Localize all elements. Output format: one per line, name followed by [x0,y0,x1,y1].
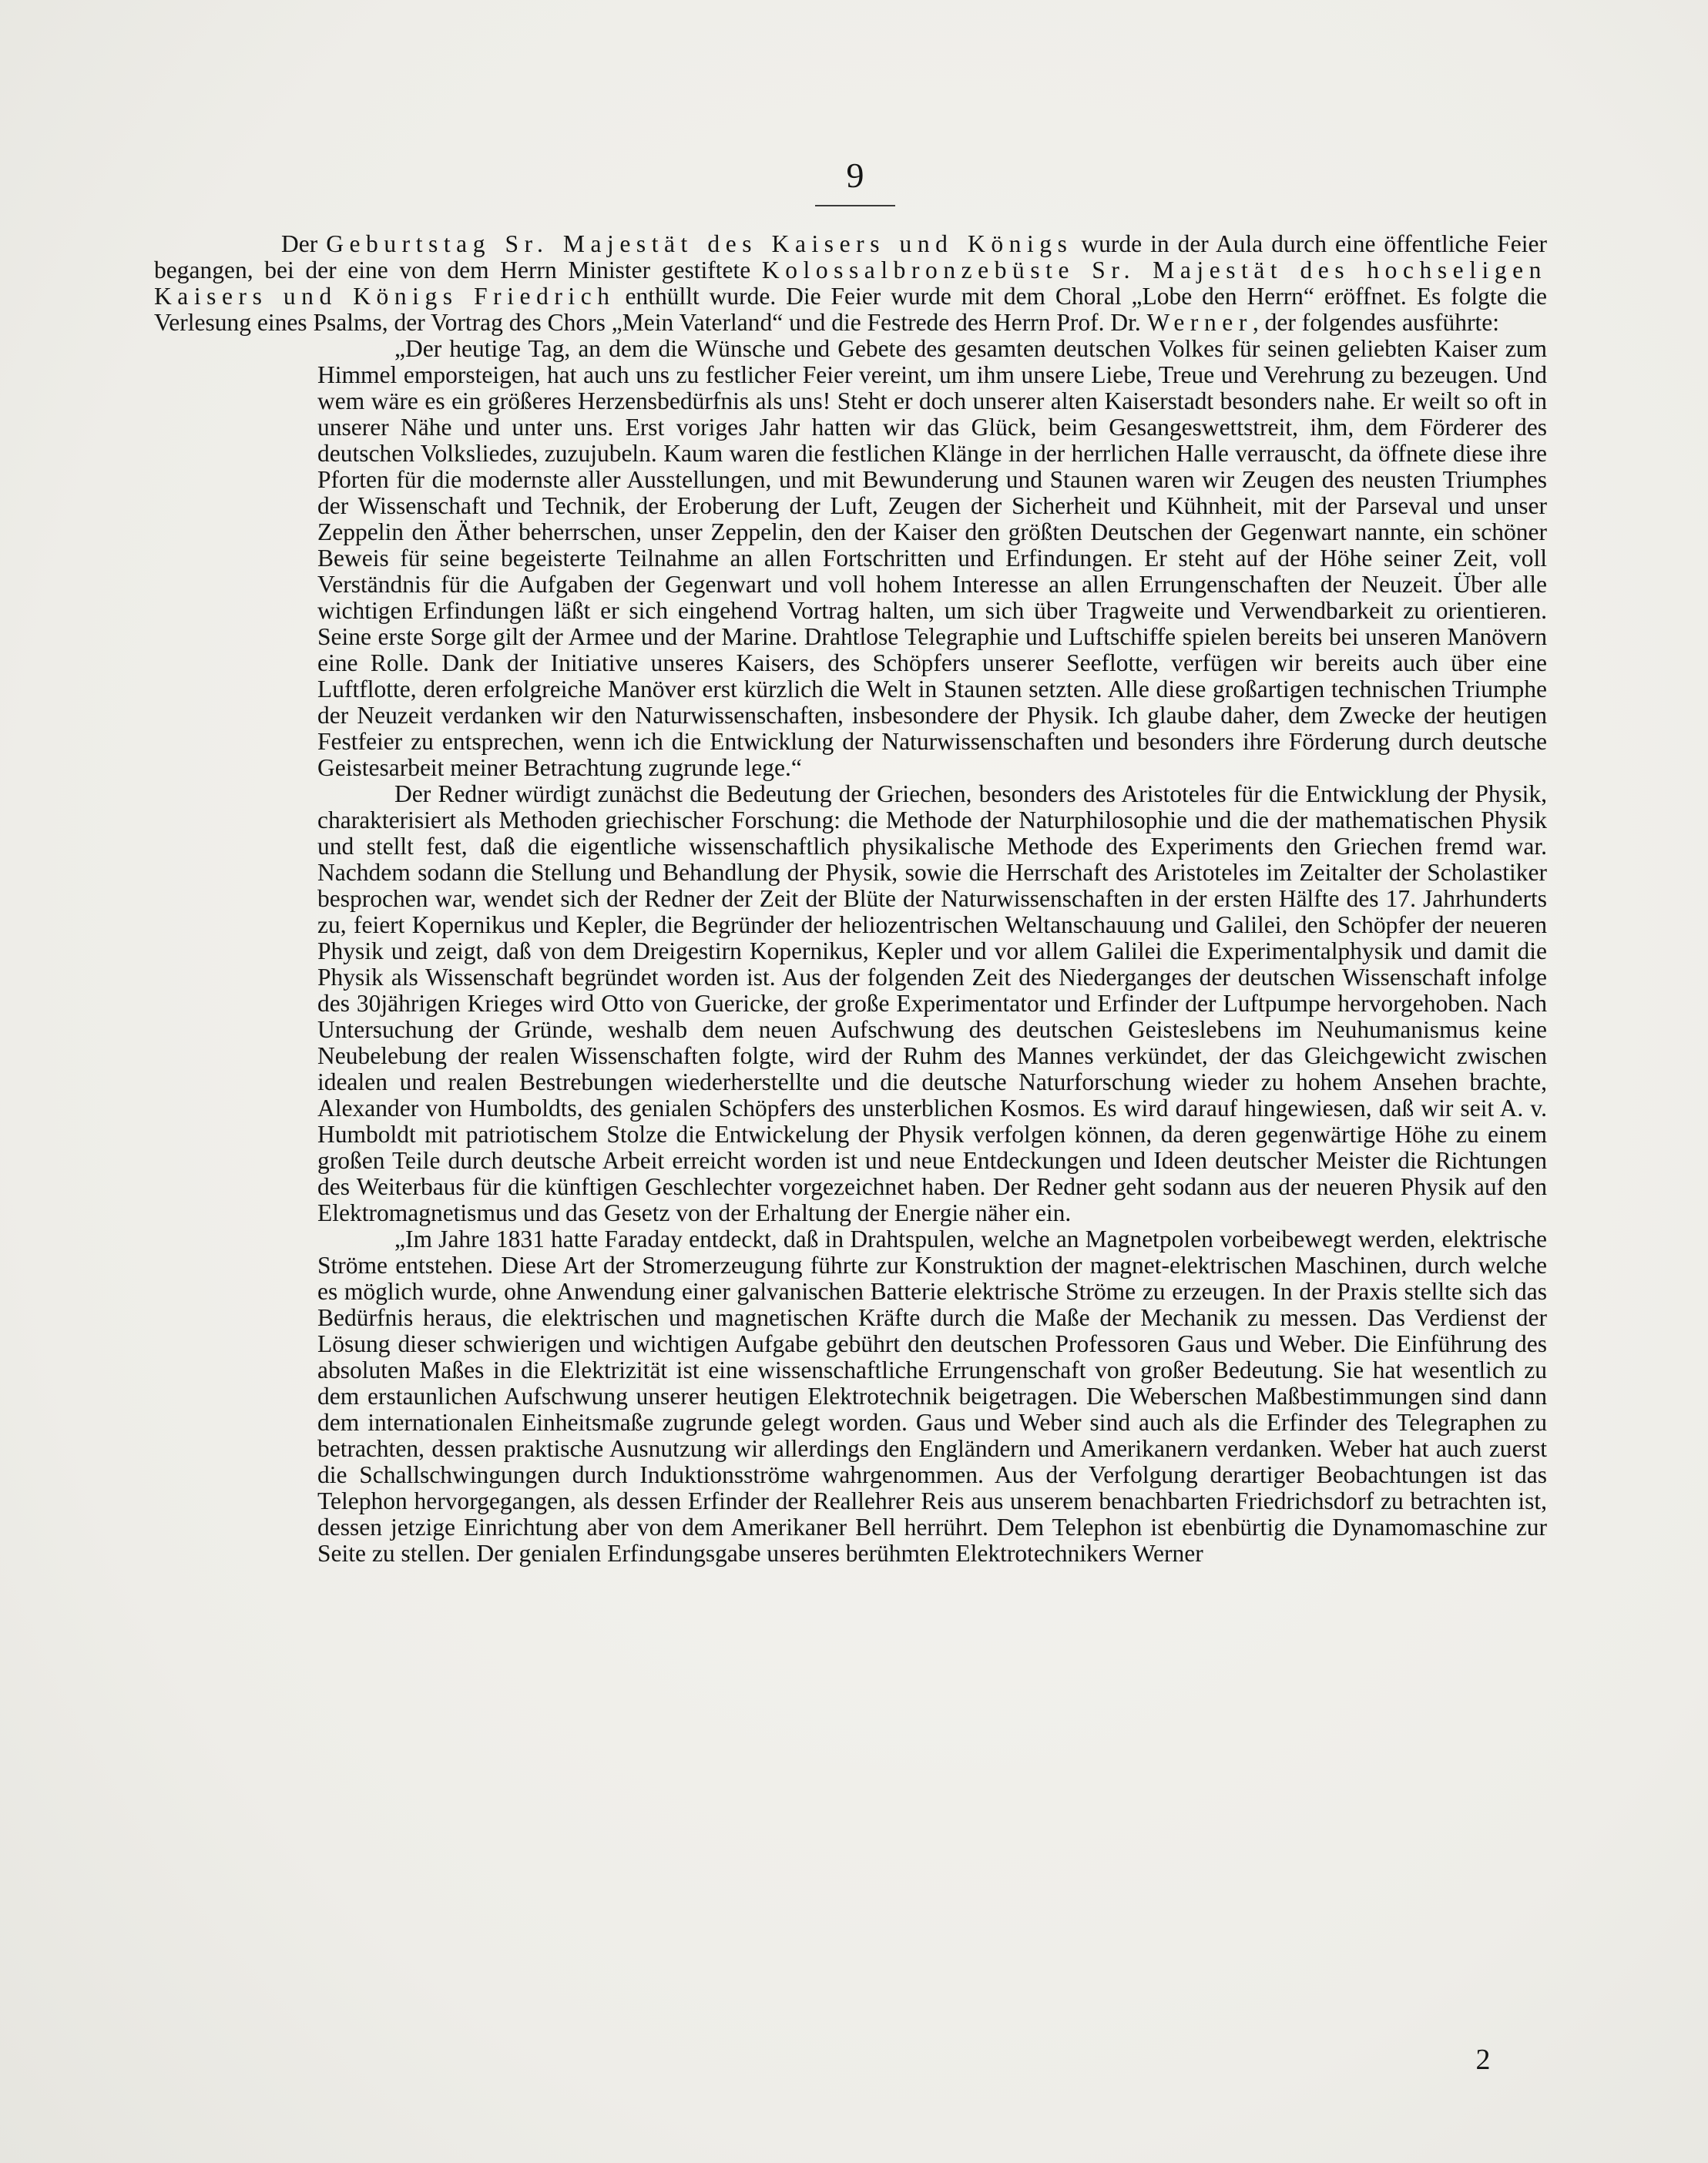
intro-text: , der folgendes ausführte: [1252,309,1500,336]
intro-paragraph [154,231,1547,336]
intro-text: enthüllt wurde. Die Feier wurde mit dem Choral „Lobe den Herrn“ eröffnet. Es folgte die Verlesung eines Psalms, der Vortrag des Chors „Mein Vaterland“ und die Festrede des Herrn Prof. Dr. [154,283,1547,336]
intro-spaced-text: Geburtstag Sr. Majestät des Kaisers und Königs [326,230,1073,257]
speech-summary-paragraph: Der Redner würdigt zunächst die Bedeutung der Griechen, besonders des Aristoteles für die Entwicklung der Physik, charakterisiert als Methoden griechischer Forschung: die Methode der Naturphilosophie und die der mathematischen Physik und stellt fest, daß die eigentliche wissenschaftlich physikalische Methode des Experiments den Griechen fremd war. Nachdem sodann die Stellung und Behandlung der Physik, sowie die Herrschaft des Aristoteles im Zeitalter der Scholastiker besprochen war, wendet sich der Redner der Zeit der Blüte der Naturwissenschaften in der ersten Hälfte des 17. Jahrhunderts zu, feiert Kopernikus und Kepler, die Begründer der heliozentrischen Weltanschauung und Galilei, den Schöpfer der neueren Physik und zeigt, daß von dem Dreigestirn Kopernikus, Kepler und vor allem Galilei die Experimentalphysik und damit die Physik als Wissenschaft begründet worden ist. Aus der folgenden Zeit des Niederganges der deutschen Wissenschaft infolge des 30jährigen Krieges wird Otto von Guericke, der große Experimentator und Erfinder der Luftpumpe hervorgehoben. Nach Untersuchung der Gründe, weshalb dem neuen Aufschwung des deutschen Geisteslebens im Neuhumanismus keine Neubelebung der realen Wissenschaften folgte, wird der Ruhm des Mannes verkündet, der das Gleichgewicht zwischen idealen und realen Bestrebungen wiederherstellte und die deutsche Naturforschung wieder zu hohem Ansehen brachte, Alexander von Humboldts, des genialen Schöpfers des unsterblichen Kosmos. Es wird darauf hingewiesen, daß wir seit A. v. Humboldt mit patriotischem Stolze die Entwickelung der Physik verfolgen können, da deren gegenwärtige Höhe zu einem großen Teile durch deutsche Arbeit erreicht worden ist und neue Entdeckungen und Ideen deutscher Meister die Richtungen des Weiterbaus für die künftigen Geschlechter vorgezeichnet haben. Der Redner geht sodann aus der neueren Physik auf den Elektromagnetismus und das Gesetz von der Erhaltung der Energie näher ein. [317,780,1547,1226]
page-number: 9 [846,156,864,195]
page-number-rule [815,205,895,206]
body-text [154,231,1547,1567]
signature-mark: 2 [1475,2044,1491,2076]
intro-spaced-text: Kolossalbronzebüste Sr. Majestät des hochseligen Kaisers und Königs Friedrich [154,257,1547,310]
intro-text: wurde in der Aula durch eine öffentliche Feier begangen, bei der eine von dem Herrn Minister gestiftete [154,230,1547,283]
intro-text: Der [281,230,327,257]
speech-quote-paragraph: „Der heutige Tag, an dem die Wünsche und Gebete des gesamten deutschen Volkes für seinen geliebten Kaiser zum Himmel emporsteigen, hat auch uns zu festlicher Feier vereint, um ihm unsere Liebe, Treue und Verehrung zu bezeugen. Und wem wäre es ein größeres Herzensbedürfnis als uns! Steht er doch unserer alten Kaiserstadt besonders nahe. Er weilt so oft in unserer Nähe und unter uns. Erst voriges Jahr hatten wir das Glück, beim Gesangeswettstreit, ihm, dem Förderer des deutschen Volksliedes, zuzujubeln. Kaum waren die festlichen Klänge in der herrlichen Halle verrauscht, da öffnete diese ihre Pforten für die modernste aller Ausstellungen, und mit Bewunderung und Staunen waren wir Zeugen des neusten Triumphes der Wissenschaft und Technik, der Eroberung der Luft, Zeugen der Sicherheit und Kühnheit, mit der Parseval und unser Zeppelin den Äther beherrschen, unser Zeppelin, den der Kaiser den größten Deutschen der Gegenwart nannte, ein schöner Beweis für seine begeisterte Teilnahme an allen Fortschritten und Erfindungen. Er steht auf der Höhe seiner Zeit, voll Verständnis für die Aufgaben der Gegenwart und voll hohem Interesse an allen Errungenschaften der Neuzeit. Über alle wichtigen Erfindungen läßt er sich eingehend Vortrag halten, um sich über Tragweite und Verwendbarkeit zu orientieren. Seine erste Sorge gilt der Armee und der Marine. Drahtlose Telegraphie und Luftschiffe spielen bereits bei unseren Manövern eine Rolle. Dank der Initiative unseres Kaisers, des Schöpfers unserer Seeflotte, verfügen wir bereits auch über eine Luftflotte, deren erfolgreiche Manöver erst kürzlich die Welt in Staunen setzten. Alle diese großartigen technischen Triumphe der Neuzeit verdanken wir den Naturwissenschaften, insbesondere der Physik. Ich glaube daher, dem Zwecke der heutigen Festfeier zu entsprechen, wenn ich die Entwicklung der Naturwissenschaften und besonders ihre Förderung durch deutsche Geistesarbeit meiner Betrachtung zugrunde lege.“ [317,335,1547,781]
speech-quote-paragraph-2: „Im Jahre 1831 hatte Faraday entdeckt, daß in Drahtspulen, welche an Magnetpolen vorbeibewegt werden, elektrische Ströme entstehen. Diese Art der Stromerzeugung führte zur Konstruktion der magnet-elektrischen Maschinen, durch welche es möglich wurde, ohne Anwendung einer galvanischen Batterie elektrische Ströme zu erzeugen. In der Praxis stellte sich das Bedürfnis heraus, die elektrischen und magnetischen Kräfte durch die Maße der Mechanik zu messen. Das Verdienst der Lösung dieser schwierigen und wichtigen Aufgabe gebührt den deutschen Professoren Gaus und Weber. Die Einführung des absoluten Maßes in die Elektrizität ist eine wissenschaftliche Errungenschaft von großer Bedeutung. Sie hat wesentlich zu dem erstaunlichen Aufschwung unserer heutigen Elektrotechnik beigetragen. Die Weberschen Maßbestimmungen sind dann dem internationalen Einheitsmaße zugrunde gelegt worden. Gaus und Weber sind auch als die Erfinder des Telegraphen zu betrachten, dessen praktische Ausnutzung wir allerdings den Engländern und Amerikanern verdanken. Weber hat auch zuerst die Schallschwingungen durch Induktionsströme wahrgenommen. Aus der Verfolgung derartiger Beobachtungen ist das Telephon hervorgegangen, als dessen Erfinder der Reallehrer Reis aus unserem benachbarten Friedrichsdorf zu betrachten ist, dessen jetzige Einrichtung aber von dem Amerikaner Bell herrührt. Dem Telephon ist ebenbürtig die Dynamomaschine zur Seite zu stellen. Der genialen Erfindungsgabe unseres berühmten Elektrotechnikers Werner [317,1226,1547,1567]
speaker-name: Werner [1146,309,1253,336]
